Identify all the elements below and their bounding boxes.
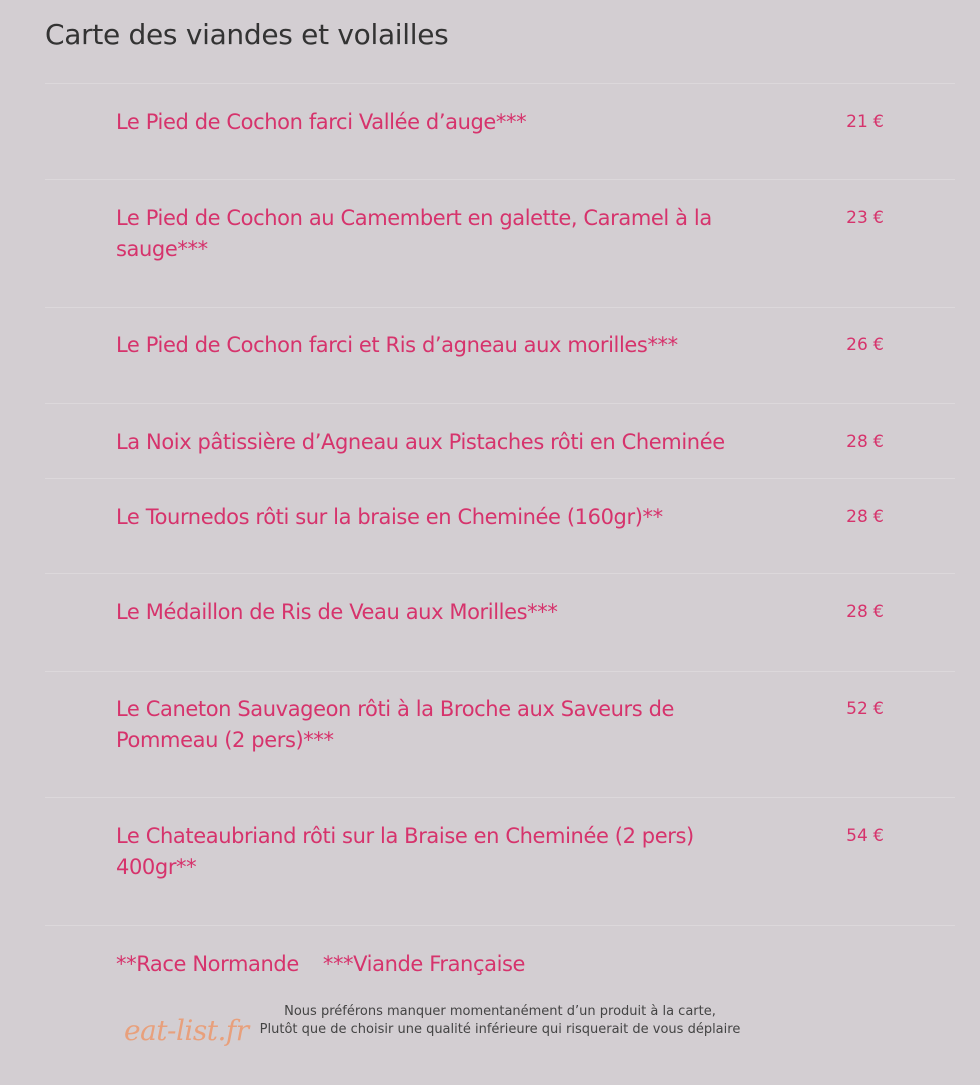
divider	[45, 797, 955, 798]
menu-item-name: Le Caneton Sauvageon rôti à la Broche aux Saveurs de Pommeau (2 pers)***	[116, 697, 675, 752]
divider	[45, 573, 955, 574]
menu-item-price: 28 €	[846, 507, 884, 527]
divider	[45, 478, 955, 479]
legend	[116, 949, 525, 980]
menu-item-price: 23 €	[846, 208, 884, 228]
divider	[45, 83, 955, 84]
menu-item-name: Le Pied de Cochon au Camembert en galette, Caramel à la sauge***	[116, 206, 712, 261]
menu-item-price: 54 €	[846, 826, 884, 846]
divider	[45, 179, 955, 180]
divider	[45, 671, 955, 672]
menu-item-name: Le Pied de Cochon farci Vallée d’auge***	[116, 110, 527, 134]
footer-note-line: Nous préférons manquer momentanément d’un produit à la carte,	[284, 1004, 716, 1019]
menu-item-price: 28 €	[846, 602, 884, 622]
legend-race: **Race Normande	[116, 952, 299, 976]
menu-item-name: Le Pied de Cochon farci et Ris d’agneau aux morilles***	[116, 333, 678, 357]
menu-item-name: La Noix pâtissière d’Agneau aux Pistaches rôti en Cheminée	[116, 430, 725, 454]
footer-note	[240, 1003, 760, 1039]
menu-item-name: Le Tournedos rôti sur la braise en Cheminée (160gr)**	[116, 505, 663, 529]
menu-item-name: Le Chateaubriand rôti sur la Braise en Cheminée (2 pers) 400gr**	[116, 824, 694, 879]
watermark-logo: eat-list.fr	[124, 1014, 249, 1047]
menu-item-name: Le Médaillon de Ris de Veau aux Morilles***	[116, 600, 558, 624]
divider	[45, 307, 955, 308]
footer-note-line: Plutôt que de choisir une qualité inférieure qui risquerait de vous déplaire	[259, 1022, 741, 1037]
divider	[45, 403, 955, 404]
menu-item-price: 26 €	[846, 335, 884, 355]
menu-item-price: 21 €	[846, 112, 884, 132]
menu-item-price: 52 €	[846, 699, 884, 719]
legend-origin: ***Viande Française	[322, 952, 526, 976]
menu-item-price: 28 €	[846, 432, 884, 452]
divider	[45, 925, 955, 926]
section-title: Carte des viandes et volailles	[45, 18, 449, 51]
